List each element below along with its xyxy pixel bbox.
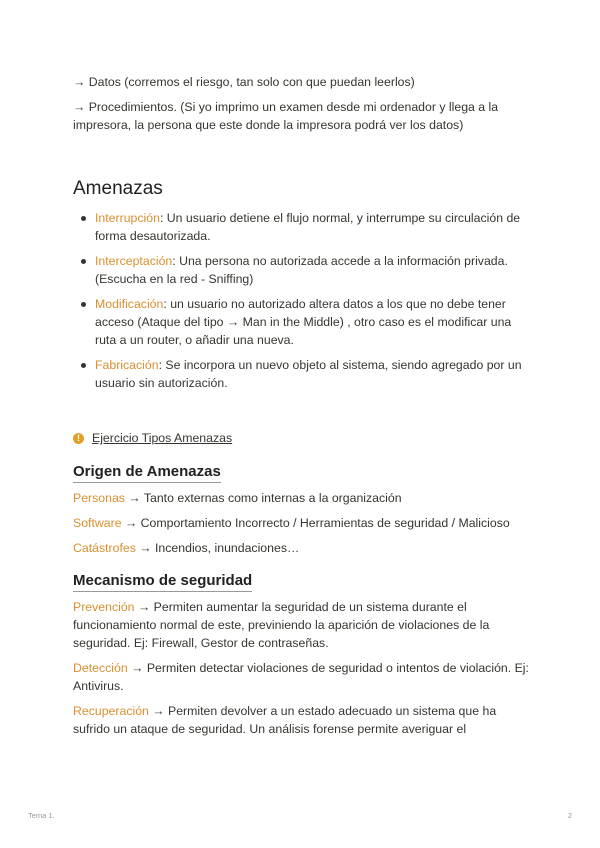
mecanismo-heading: Mecanismo de seguridad (73, 571, 252, 592)
amenazas-list (73, 209, 533, 392)
origen-heading: Origen de Amenazas (73, 462, 221, 483)
exercise-link-row[interactable] (73, 429, 533, 447)
page-content (73, 73, 533, 738)
arrow: → (73, 75, 86, 89)
list-item: Interceptación: Una persona no autorizada accede a la información privada. (Escucha en la red - Sniffing) (73, 252, 533, 288)
origen-personas: Personas → Tanto externas como internas a la organización (73, 491, 402, 505)
mecanismo-prevencion: Prevención → Permiten aumentar la seguridad de un sistema durante el funcionamiento normal de este, previniendo la aparición de violaciones de la seguridad. Ej: Firewall, Gestor de contraseñas. (73, 600, 490, 650)
intro-procedimientos: → Procedimientos. (Si yo imprimo un examen desde mi ordenador y llega a la impresora, la persona que este donde la impresora podrá ver los datos) (73, 100, 499, 132)
mecanismo-deteccion: Detección → Permiten detectar violaciones de seguridad o intentos de violación. Ej: Antivirus. (73, 661, 529, 693)
exercise-link[interactable]: Ejercicio Tipos Amenazas (92, 431, 233, 445)
list-item: Fabricación: Se incorpora un nuevo objeto al sistema, siendo agregado por un usuario sin autorización. (73, 356, 533, 392)
footer-doc-title: Tema 1. (28, 811, 55, 820)
list-item: Interrupción: Un usuario detiene el flujo normal, y interrumpe su circulación de forma desautorizada. (73, 209, 533, 245)
warning-icon: ! (73, 433, 84, 444)
mecanismo-recuperacion: Recuperación → Permiten devolver a un estado adecuado un sistema que ha sufrido un ataque de seguridad. Un análisis forense permite averiguar el (73, 704, 497, 736)
page-number: 2 (567, 811, 572, 820)
bullet (81, 302, 86, 307)
bullet (81, 259, 86, 264)
bullet (81, 363, 86, 368)
arrow: → (73, 100, 86, 114)
origen-software: Software → Comportamiento Incorrecto / Herramientas de seguridad / Malicioso (73, 516, 510, 530)
intro-datos: → Datos (corremos el riesgo, tan solo con que puedan leerlos) (73, 75, 415, 89)
list-item: Modificación: un usuario no autorizado altera datos a los que no debe tener acceso (Ataque del tipo → Man in the Middle) , otro caso es el modificar una ruta a un router, o añadir una nueva. (73, 295, 533, 349)
origen-catastrofes: Catástrofes → Incendios, inundaciones… (73, 541, 300, 555)
bullet (81, 216, 86, 221)
amenazas-heading: Amenazas (73, 178, 163, 199)
